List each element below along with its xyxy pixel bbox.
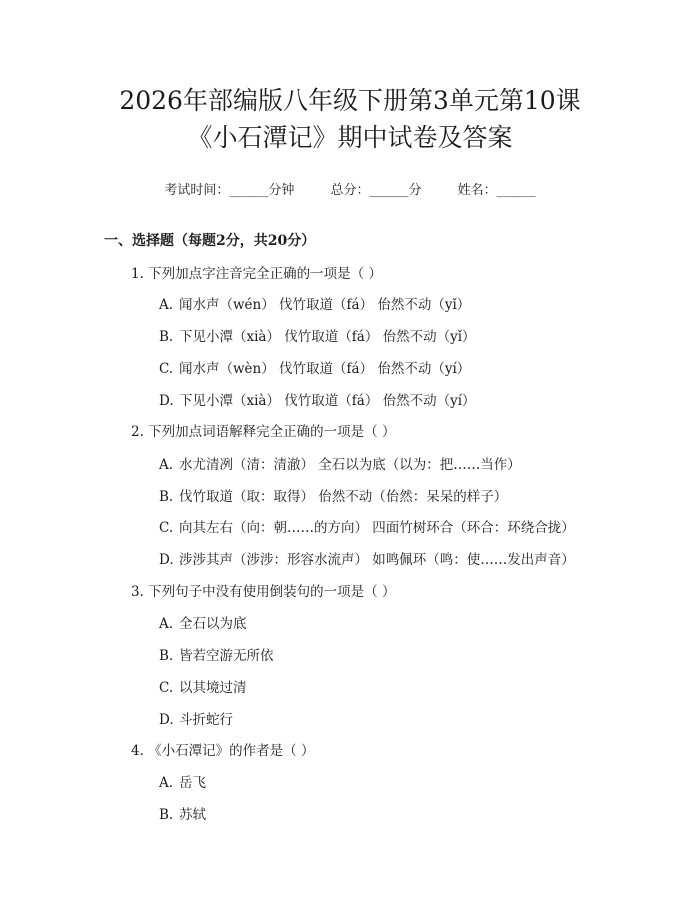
option-letter: C. (159, 361, 174, 377)
option-text: 伐竹取道（取：取得） 佁然不动（佁然：呆呆的样子） (179, 489, 508, 505)
question-3-option-a (159, 612, 247, 632)
option-text: 苏轼 (179, 807, 206, 823)
section-heading: 一、选择题（每题2分，共20分） (104, 233, 316, 249)
option-letter: A. (159, 297, 174, 313)
option-letter: B. (159, 807, 174, 823)
option-letter: B. (159, 329, 174, 345)
option-letter: C. (159, 680, 174, 696)
option-letter: A. (159, 457, 174, 473)
option-letter: C. (159, 520, 174, 536)
option-letter: D. (159, 393, 174, 409)
option-text: 向其左右（向：朝……的方向） 四面竹树环合（环合：环绕合拢） (179, 520, 575, 536)
question-4-stem: 4. 《小石潭记》的作者是（ ） (131, 743, 315, 759)
title-line-1: 2026年部编版八年级下册第3单元第10课 (119, 86, 581, 115)
exam-time-field: 考试时间：______分钟 (164, 183, 295, 198)
option-text: 全石以为底 (179, 616, 247, 632)
question-1-option-b (159, 325, 476, 345)
student-name-field: 姓名：______ (457, 183, 536, 198)
question-2-option-a (159, 453, 521, 473)
question-1-option-a (159, 293, 470, 313)
question-1-option-d (159, 389, 476, 409)
option-text: 以其境过清 (179, 680, 247, 696)
option-text: 皆若空游无所依 (179, 648, 274, 664)
option-text: 下见小潭（xià） 伐竹取道（fá） 佁然不动（yí） (179, 393, 476, 409)
option-text: 涉涉其声（涉涉：形容水流声） 如鸣佩环（鸣：使……发出声音） (179, 552, 575, 568)
question-4-option-b (159, 803, 206, 823)
question-2-option-b (159, 485, 507, 505)
question-2-option-d (159, 548, 575, 568)
question-3-stem: 3. 下列句子中没有使用倒装句的一项是（ ） (131, 584, 396, 600)
option-letter: A. (159, 616, 174, 632)
option-letter: D. (159, 552, 174, 568)
option-letter: D. (159, 712, 174, 728)
question-1-option-c (159, 357, 470, 377)
total-score-field: 总分：______分 (330, 183, 422, 198)
question-1-stem: 1. 下列加点字注音完全正确的一项是（ ） (131, 266, 382, 282)
question-4-option-a (159, 771, 206, 791)
exam-meta (0, 181, 700, 201)
title-line-2: 《小石潭记》期中试卷及答案 (187, 123, 513, 152)
option-text: 下见小潭（xià） 伐竹取道（fá） 佁然不动（yǐ） (179, 329, 476, 345)
question-2-stem: 2. 下列加点词语解释完全正确的一项是（ ） (131, 424, 396, 440)
option-text: 闻水声（wén） 伐竹取道（fá） 佁然不动（yǐ） (179, 297, 471, 313)
question-3-option-d (159, 708, 233, 728)
option-text: 水尤清冽（清：清澈） 全石以为底（以为：把……当作） (179, 457, 521, 473)
option-text: 闻水声（wèn） 伐竹取道（fá） 佁然不动（yí） (179, 361, 471, 377)
option-letter: B. (159, 489, 174, 505)
option-letter: A. (159, 775, 174, 791)
exam-title (0, 82, 700, 156)
option-text: 岳飞 (179, 775, 206, 791)
question-2-option-c (159, 516, 575, 536)
option-text: 斗折蛇行 (179, 712, 233, 728)
question-3-option-c (159, 676, 247, 696)
option-letter: B. (159, 648, 174, 664)
question-3-option-b (159, 644, 274, 664)
